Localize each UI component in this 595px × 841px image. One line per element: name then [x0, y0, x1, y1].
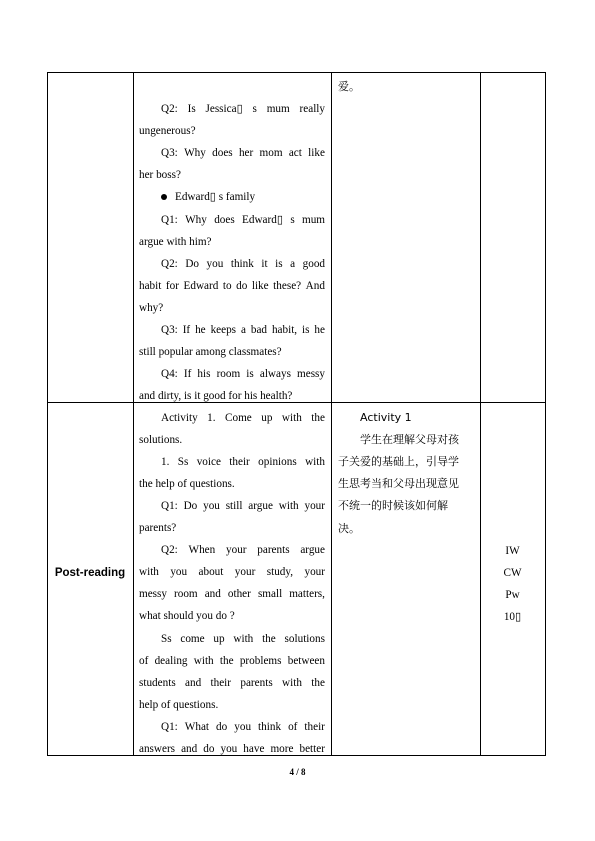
- content-line: [139, 565, 325, 579]
- word: mum: [266, 103, 290, 115]
- word: Q2:: [161, 103, 178, 115]
- word: better: [299, 742, 325, 755]
- word: does: [212, 147, 233, 160]
- content-line: [161, 213, 325, 227]
- word: mum: [302, 213, 325, 226]
- word: your: [304, 566, 325, 579]
- word: Is: [187, 103, 196, 115]
- mode-line: IW: [505, 545, 520, 557]
- word: and: [204, 588, 221, 601]
- word: is: [275, 257, 283, 270]
- word: the: [311, 676, 325, 689]
- word: Ss: [161, 632, 172, 645]
- word: is: [302, 324, 310, 336]
- word: more: [270, 742, 294, 755]
- content-line: [161, 411, 325, 425]
- content-line: solutions.: [139, 434, 183, 447]
- word: Come: [225, 412, 252, 424]
- content-line: what should you do ?: [139, 610, 235, 623]
- word: 1.: [207, 412, 216, 424]
- col-border-2: [331, 72, 332, 756]
- content-line: [161, 323, 325, 337]
- word: other: [227, 588, 251, 601]
- word: Do: [183, 500, 198, 513]
- word: argue: [300, 544, 325, 557]
- word: it: [261, 257, 268, 270]
- word: with: [282, 676, 302, 689]
- word: the: [262, 632, 276, 645]
- word: voice: [196, 456, 221, 469]
- word: Why: [184, 147, 206, 160]
- word: and: [181, 742, 198, 755]
- word: If: [183, 368, 192, 381]
- word: study,: [266, 566, 294, 579]
- word: and: [185, 676, 202, 689]
- word: Edward: [183, 279, 219, 292]
- content-line: argue with him?: [139, 235, 212, 248]
- word: Q3:: [161, 324, 178, 336]
- word: problems: [239, 654, 282, 667]
- word: his: [197, 368, 211, 381]
- word: When: [188, 544, 216, 557]
- note-line: 爱。: [338, 80, 360, 93]
- word: Why: [185, 213, 207, 226]
- table-top-border: [47, 72, 546, 73]
- word: you: [234, 720, 252, 733]
- content-line: help of questions.: [139, 698, 219, 711]
- page-number: 4 / 8: [289, 767, 306, 777]
- word: have: [243, 742, 265, 755]
- word: do: [216, 720, 228, 733]
- note-line: 生思考当和父母出现意见: [338, 477, 459, 491]
- word: with: [278, 500, 299, 513]
- word: act: [288, 147, 302, 160]
- word: with: [233, 632, 254, 645]
- word: Q2:: [161, 257, 178, 270]
- word: Ss: [177, 456, 189, 469]
- content-line: [161, 632, 325, 646]
- word: with: [305, 456, 325, 469]
- word: good: [302, 257, 325, 270]
- bullet-dot: [161, 194, 167, 200]
- word: the: [219, 654, 234, 667]
- word: your: [304, 500, 325, 513]
- word: a: [290, 257, 296, 270]
- word: is: [246, 368, 254, 381]
- word: you: [220, 742, 238, 755]
- word: you: [170, 566, 188, 579]
- word: their: [210, 676, 232, 689]
- word: like: [308, 147, 325, 160]
- word: up: [261, 412, 273, 424]
- mode-line: 10▯: [503, 611, 522, 624]
- word: he: [314, 324, 325, 336]
- content-line: [161, 543, 325, 557]
- word: argue: [248, 500, 273, 513]
- word: mom: [259, 147, 283, 160]
- word: he: [195, 324, 206, 336]
- word: think: [258, 720, 282, 733]
- content-line: the help of questions.: [139, 478, 235, 491]
- word: Q1:: [161, 500, 178, 513]
- word: matters,: [289, 588, 325, 601]
- content-line: parents?: [139, 522, 177, 535]
- word: still: [225, 500, 243, 513]
- word: opinions: [258, 456, 297, 469]
- word: of: [139, 654, 149, 667]
- word: small: [257, 588, 283, 601]
- content-line: ungenerous?: [139, 125, 196, 138]
- word: between: [287, 654, 325, 667]
- content-line: her boss?: [139, 169, 181, 182]
- content-line: [161, 455, 325, 469]
- word: her: [238, 147, 254, 160]
- note-line: 子关爱的基础上，引导学: [338, 455, 459, 469]
- list-item-text: Edward▯ s family: [175, 191, 256, 204]
- word: your: [226, 544, 247, 557]
- word: always: [259, 368, 291, 381]
- mode-line: CW: [503, 567, 522, 580]
- word: up: [213, 632, 225, 645]
- word: Q2:: [161, 544, 178, 557]
- word: solutions: [284, 632, 325, 645]
- content-line: [161, 499, 325, 513]
- word: s: [290, 213, 295, 226]
- word: Activity: [161, 412, 198, 424]
- word: do: [203, 742, 215, 755]
- word: room: [174, 588, 198, 601]
- content-line: [139, 279, 325, 293]
- word: really: [299, 103, 325, 115]
- word: you: [203, 500, 220, 513]
- word: about: [198, 566, 224, 579]
- col-border-right: [545, 72, 546, 756]
- word: s: [252, 103, 257, 115]
- word: with: [281, 412, 302, 424]
- word: your: [234, 566, 256, 579]
- word: parents: [240, 676, 273, 689]
- word: think: [230, 257, 254, 270]
- content-line: [161, 367, 325, 381]
- word: with: [139, 566, 159, 579]
- word: Jessica▯: [205, 103, 243, 115]
- word: Q3:: [161, 147, 178, 160]
- word: parents: [257, 544, 290, 557]
- note-line: Activity 1: [360, 411, 412, 424]
- content-line: still popular among classmates?: [139, 346, 282, 359]
- word: room: [216, 368, 241, 381]
- content-line: why?: [139, 301, 164, 314]
- word: dealing: [154, 654, 188, 667]
- word: like: [251, 279, 269, 292]
- word: these?: [273, 279, 302, 292]
- word: their: [229, 456, 250, 469]
- stage-label: Post-reading: [54, 567, 126, 579]
- content-line: [139, 742, 325, 756]
- content-line: [161, 102, 325, 116]
- word: does: [214, 213, 235, 226]
- col-border-3: [480, 72, 481, 756]
- word: students: [139, 676, 176, 689]
- mode-line: Pw: [505, 589, 520, 602]
- content-line: [161, 146, 325, 160]
- word: messy: [297, 368, 325, 381]
- content-line: [139, 676, 325, 690]
- word: habit,: [271, 324, 298, 336]
- word: do: [236, 279, 248, 292]
- content-line: [139, 587, 325, 601]
- content-line: [161, 720, 325, 734]
- content-line: [139, 654, 325, 668]
- word: habit: [139, 279, 162, 292]
- word: messy: [139, 588, 167, 601]
- word: answers: [139, 742, 176, 755]
- word: What: [184, 720, 210, 733]
- note-line: 决。: [338, 521, 360, 535]
- word: 1.: [161, 456, 170, 469]
- word: Q1:: [161, 213, 178, 226]
- word: Do: [185, 257, 199, 270]
- content-line: and dirty, is it good for his health?: [139, 390, 293, 403]
- word: Q1:: [161, 720, 178, 733]
- content-line: [161, 257, 325, 271]
- word: a: [240, 324, 246, 336]
- word: of: [288, 720, 298, 733]
- word: bad: [250, 324, 268, 336]
- word: keeps: [210, 324, 237, 336]
- word: to: [222, 279, 232, 292]
- word: Edward▯: [242, 213, 283, 226]
- word: If: [182, 324, 191, 336]
- word: with: [193, 654, 214, 667]
- word: come: [180, 632, 205, 645]
- word: Q4:: [161, 368, 178, 381]
- content-line: [161, 190, 325, 204]
- note-line: 学生在理解父母对孩: [360, 433, 459, 447]
- word: you: [206, 257, 224, 270]
- col-border-left: [47, 72, 48, 756]
- word: for: [165, 279, 179, 292]
- word: their: [304, 720, 325, 733]
- col-border-1: [133, 72, 134, 756]
- word: the: [311, 412, 325, 424]
- note-line: 不统一的时候该如何解: [338, 499, 448, 513]
- word: And: [305, 279, 325, 292]
